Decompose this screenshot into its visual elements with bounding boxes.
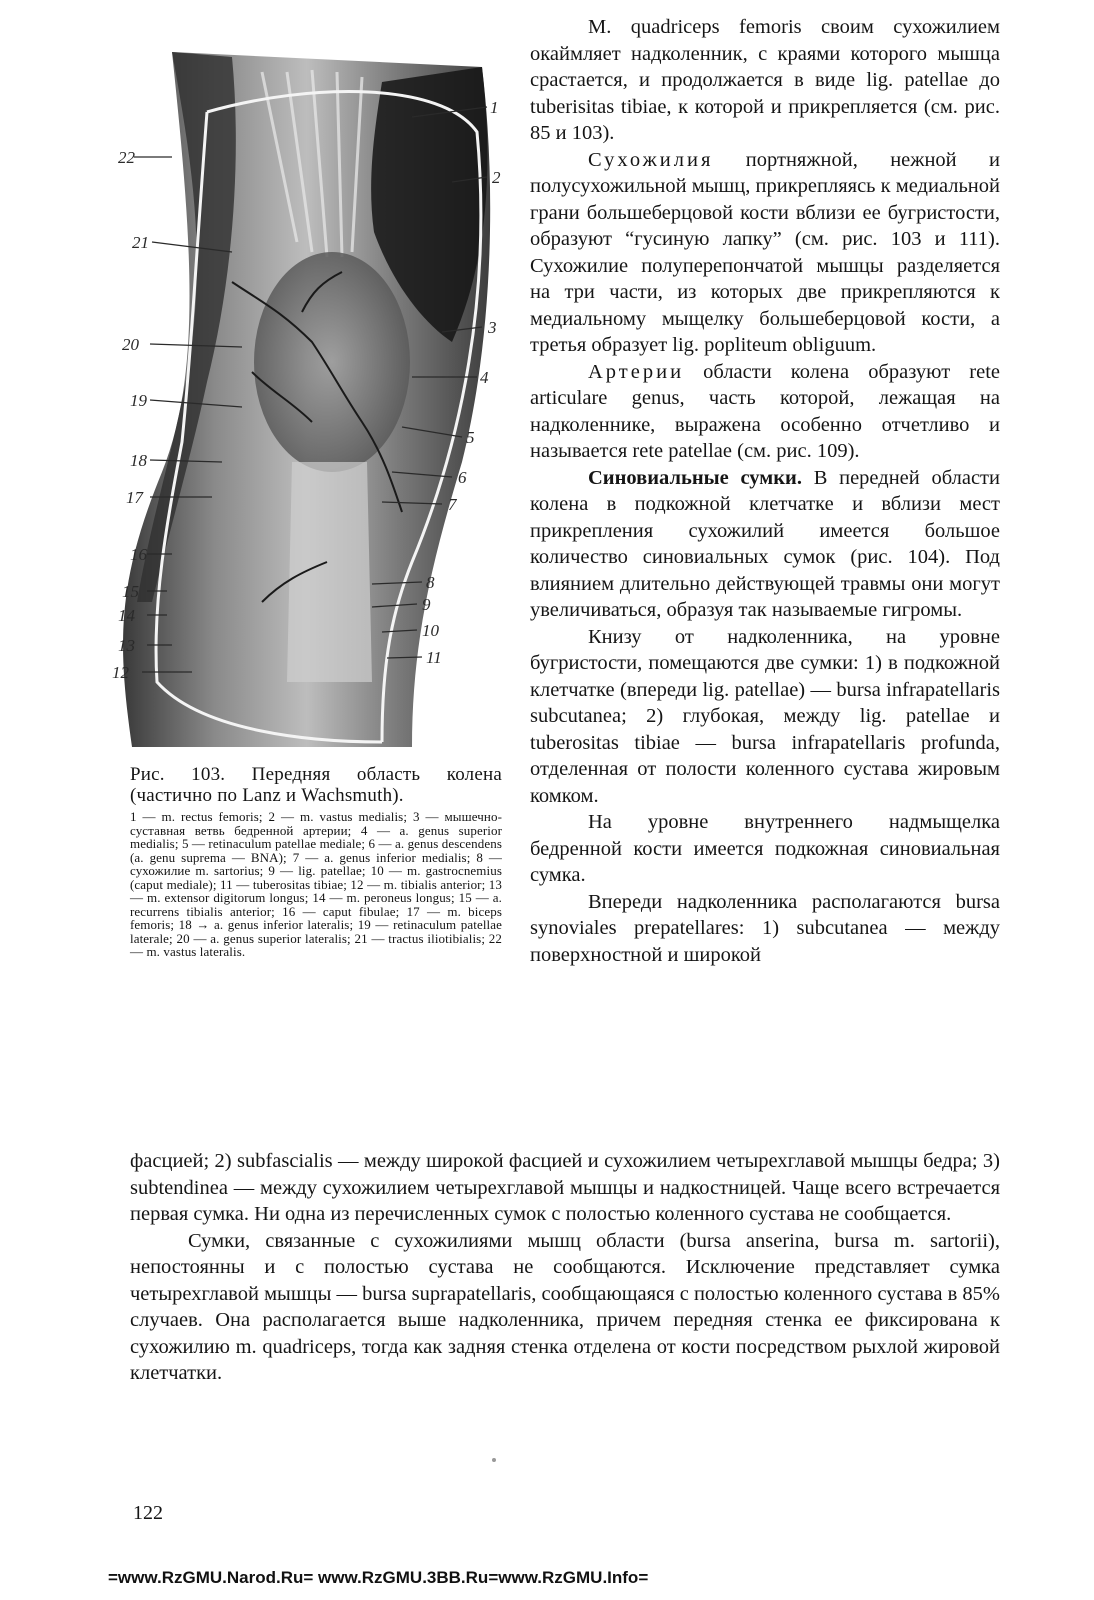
- fig-label-16: 16: [130, 545, 147, 564]
- right-text-column: [530, 14, 1000, 968]
- fig-label-7: 7: [448, 495, 457, 514]
- fig-label-14: 14: [118, 606, 135, 625]
- paragraph-quadriceps: M. quadriceps femoris своим сухожилием окаймляет надколенник, с краями которого мышца срастается, и продолжается в виде lig. patellae до tuberisitas tibiae, к которой и прикрепляется (см. рис. 85 и 103).: [530, 16, 1000, 144]
- fig-label-21: 21: [132, 233, 149, 252]
- paragraph-synovial-bursae: [530, 465, 1000, 624]
- knee-illustration: [112, 42, 522, 762]
- paragraph-arteries-text: области колена образуют rete articulare genus, часть которой, лежащая на надколеннике, выражена особенно отчетливо и называется rete patellae (см. рис. 109).: [530, 360, 1000, 462]
- fig-label-19: 19: [130, 391, 147, 410]
- fig-label-4: 4: [480, 368, 489, 387]
- fig-label-17: 17: [126, 488, 143, 507]
- paragraph-infrapatellar: Книзу от надколенника, на уровне бугристости, помещаются две сумки: 1) в подкожной клетчатке (впереди lig. patellae) — bursa infrapatellaris subcutanea; 2) глубокая, между lig. patellae и tuberositas tibiae — bursa infrapatellaris profunda, отделенная от полости коленного сустава жировым комком.: [530, 625, 1000, 807]
- paragraph-synovial-text: В передней области колена в подкожной клетчатке и вблизи мест прикрепления сухожилий имеется большое количество синовиальных сумок (рис. 104). Под влиянием длительно действующей травмы они могут увеличиваться, образуя так называемые гигромы.: [530, 466, 1000, 621]
- paragraph-epicondyle: На уровне внутреннего надмыщелка бедренной кости имеется подкожная синовиальная сумка.: [530, 811, 1000, 886]
- fig-label-6: 6: [458, 468, 467, 487]
- spaced-heading-tendons: Сухожилия: [588, 148, 714, 171]
- fig-label-8: 8: [426, 573, 435, 592]
- paragraph-arteries: [530, 359, 1000, 465]
- print-speck: [492, 1458, 496, 1462]
- paragraph-tendons-text: портняжной, нежной и полусухожильной мышц, прикрепляясь к медиальной грани большеберцовой кости вблизи ее бугристости, образуют “гусиную лапку” (см. рис. 103 и 111). Сухожилие полуперепончатой мышцы разделяется на три части, из которых две прикрепляются к медиальному мыщелку большеберцовой кости, а третья образует lig. popliteum obliguum.: [530, 148, 1000, 356]
- paragraph-fascia: фасцией; 2) subfascialis — между широкой фасцией и сухожилием четырехглавой мышцы бедра; 3) subtendinea — между сухожилием четырехглавой мышцы и надкостницей. Чаще всего встречается первая сумка. Ни одна из перечисленных сумок с полостью коленного сустава не сообщается.: [130, 1150, 1000, 1225]
- spaced-heading-arteries: Артерии: [588, 360, 685, 383]
- site-footer-watermark: =www.RzGMU.Narod.Ru= www.RzGMU.3BB.Ru=www.RzGMU.Info=: [108, 1568, 649, 1587]
- fig-label-1: 1: [490, 98, 499, 117]
- patellar-ligament: [287, 462, 372, 682]
- fig-label-2: 2: [492, 168, 501, 187]
- knee-anatomy-figure: [112, 42, 522, 762]
- caption-legend: 1 — m. rectus femoris; 2 — m. vastus medialis; 3 — мышечно-суставная ветвь бедренной артерии; 4 — a. genus superior medialis; 5 — retinaculum patellae mediale; 6 — a. genus descendens (a. genu suprema — BNA); 7 — a. genus inferior medialis; 8 — сухожилие m. sartorius; 9 — lig. patellae; 10 — m. gastrocnemius (caput mediale); 11 — tuberositas tibiae; 12 — m. tibialis anterior; 13 — m. extensor digitorum longus; 14 — m. peroneus longus; 15 — a. recurrens tibialis anterior; 16 — caput fibulae; 17 — m. biceps femoris; 18 → a. genus inferior lateralis; 19 — retinaculum patellae laterale; 20 — a. genus superior lateralis; 21 — tractus iliotibialis; 22 — m. vastus lateralis.: [130, 809, 502, 959]
- fig-label-9: 9: [422, 595, 431, 614]
- fig-label-22: 22: [118, 148, 135, 167]
- caption-title: Рис. 103. Передняя область колена (частично по Lanz и Wachsmuth).: [130, 764, 502, 806]
- fig-label-5: 5: [466, 428, 475, 447]
- full-width-text: [130, 1148, 1000, 1387]
- patella-shape: [254, 252, 410, 472]
- fig-label-10: 10: [422, 621, 439, 640]
- page-number: 122: [133, 1502, 163, 1524]
- fig-label-3: 3: [488, 318, 497, 337]
- paragraph-suprapatellar: Сумки, связанные с сухожилиями мышц области (bursa anserina, bursa m. sartorii), непостоянны и с полостью сустава не сообщаются. Исключение представляет сумка четырехглавой мышцы — bursa suprapatellaris, сообщающаяся с полостью коленного сустава в 85% случаев. Она располагается выше надколенника, причем передняя стенка ее фиксирована к сухожилию m. quadriceps, тогда как задняя стенка отделена от кости посредством рыхлой жировой клетчатки.: [130, 1229, 1000, 1384]
- figure-caption: [130, 764, 502, 959]
- fig-label-11: 11: [426, 648, 442, 667]
- fig-label-20: 20: [122, 335, 139, 354]
- bold-heading-synovial: Синовиальные сумки.: [588, 466, 802, 489]
- fig-label-15: 15: [122, 582, 139, 601]
- paragraph-tendons: [530, 147, 1000, 359]
- fig-label-13: 13: [118, 636, 135, 655]
- paragraph-prepatellar: Впереди надколенника располагаются bursa synoviales prepatellares: 1) subcutanea — между поверхностной и широкой: [530, 890, 1000, 966]
- fig-label-12: 12: [112, 663, 129, 682]
- fig-label-18: 18: [130, 451, 147, 470]
